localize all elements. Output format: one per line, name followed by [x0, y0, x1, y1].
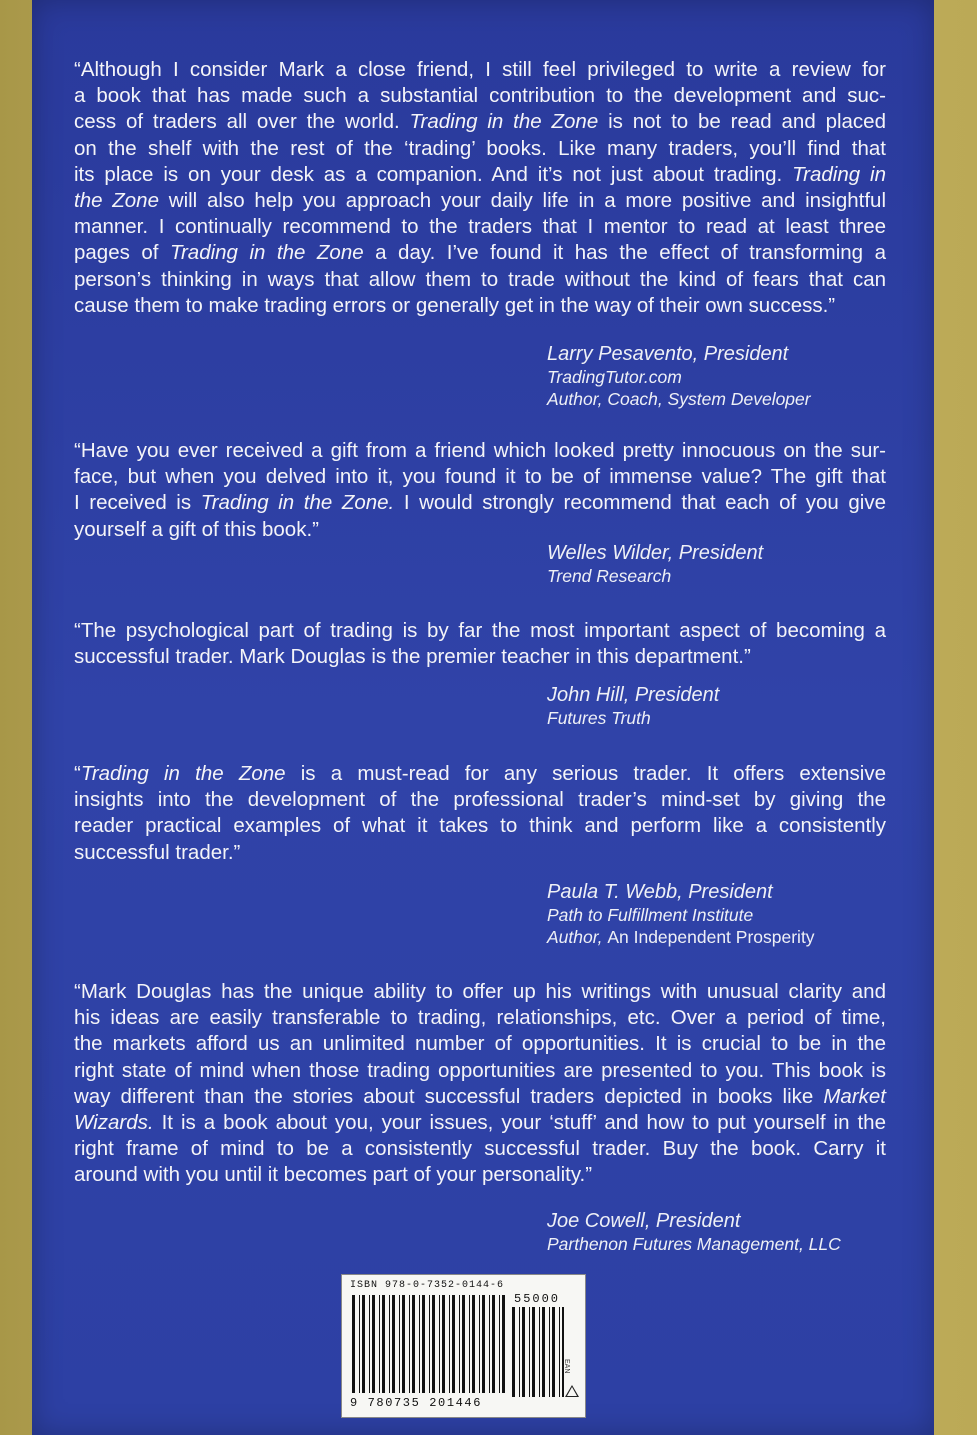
review-line: face, but when you delved into it, you found it to be of immense value? The gift that: [74, 465, 886, 489]
review-2-attribution: [547, 541, 763, 587]
review-1-text: [74, 57, 886, 319]
review-line: the markets afford us an unlimited number of opportunities. It is crucial to be in the: [74, 1032, 886, 1056]
review-line: right frame of mind to be a consistently successful trader. Buy the book. Carry it: [74, 1137, 886, 1161]
reviewer-affiliation: Parthenon Futures Management, LLC: [547, 1234, 841, 1254]
review-4-text: [74, 761, 886, 866]
isbn-barcode: [341, 1274, 586, 1418]
review-line: Wizards. It is a book about you, your issues, your ‘stuff’ and how to put yourself in the: [74, 1111, 886, 1135]
review-line: I received is Trading in the Zone. I would strongly recommend that each of you give: [74, 491, 887, 515]
review-line: on the shelf with the rest of the ‘trading’ books. Like many traders, you’ll find that: [74, 136, 886, 160]
triangle-icon: [565, 1385, 579, 1397]
review-line: right state of mind when those trading opportunities are presented to you. This book is: [74, 1058, 886, 1082]
reviewer-name: Paula T. Webb, President: [547, 881, 773, 903]
review-4-attribution: [547, 880, 815, 948]
review-2-text: [74, 438, 886, 543]
isbn-label: ISBN 978-0-7352-0144-6: [350, 1280, 505, 1291]
review-line: “Although I consider Mark a close friend, I still feel privileged to write a review for: [74, 58, 886, 81]
review-line: a book that has made such a substantial contribution to the development and suc-: [74, 84, 886, 108]
review-line: the Zone will also help you approach your daily life in a more positive and insightful: [74, 189, 886, 213]
reviewer-name: Welles Wilder, President: [547, 542, 764, 564]
reviewer-affiliation: Trend Research: [547, 566, 672, 586]
reviewer-affiliation: Author, An Independent Prosperity: [547, 927, 815, 947]
review-line: pages of Trading in the Zone a day. I’ve found it has the effect of transforming a: [74, 241, 886, 265]
review-line: person’s thinking in ways that allow them to trade without the kind of fears that can: [74, 267, 886, 291]
review-3-attribution: [547, 683, 719, 729]
price-addon-digits: 55000: [514, 1292, 561, 1306]
reviewer-affiliation: Path to Fulfillment Institute: [547, 905, 754, 925]
review-line: successful trader. Mark Douglas is the premier teacher in this department.”: [74, 645, 751, 669]
review-line: “Trading in the Zone is a must-read for any serious trader. It offers extensive: [74, 762, 886, 785]
review-3-text: [74, 618, 886, 670]
barcode-digits: 9 780735 201446: [350, 1396, 483, 1410]
reviewer-affiliation: TradingTutor.com: [547, 367, 682, 387]
review-5-text: [74, 979, 886, 1189]
reviewer-name: Joe Cowell, President: [547, 1210, 741, 1232]
review-line: insights into the development of the professional trader’s mind-set by giving the: [74, 788, 886, 812]
ean-label: EAN: [563, 1359, 570, 1374]
review-line: its place is on your desk as a companion. And it’s not just about trading. Trading in: [74, 162, 886, 186]
addon-bars: [512, 1307, 564, 1397]
review-line: his ideas are easily transferable to trading, relationships, etc. Over a period of time,: [74, 1006, 886, 1030]
review-5-attribution: [547, 1209, 841, 1255]
review-line: around with you until it becomes part of your personality.”: [74, 1163, 593, 1187]
reviewer-affiliation: Futures Truth: [547, 708, 651, 728]
review-line: manner. I continually recommend to the traders that I mentor to read at least three: [74, 215, 886, 239]
reviewer-name: Larry Pesavento, President: [547, 343, 789, 365]
reviewer-name: John Hill, President: [547, 684, 720, 706]
review-line: cause them to make trading errors or generally get in the way of their own success.”: [74, 293, 836, 317]
reviewer-affiliation: Author, Coach, System Developer: [547, 389, 811, 409]
review-line: “Mark Douglas has the unique ability to offer up his writings with unusual clarity and: [74, 980, 886, 1003]
review-line: “Have you ever received a gift from a friend which looked pretty innocuous on the sur-: [74, 439, 886, 462]
ean13-bars: [352, 1295, 507, 1393]
review-line: way different than the stories about successful traders depicted in books like Market: [74, 1084, 886, 1108]
review-line: “The psychological part of trading is by far the most important aspect of becoming a: [74, 619, 886, 642]
review-1-attribution: [547, 342, 811, 410]
review-line: yourself a gift of this book.”: [74, 517, 319, 541]
review-line: cess of traders all over the world. Trading in the Zone is not to be read and placed: [74, 110, 886, 134]
review-line: reader practical examples of what it takes to think and perform like a consistently: [74, 814, 886, 838]
review-line: successful trader.”: [74, 840, 241, 864]
